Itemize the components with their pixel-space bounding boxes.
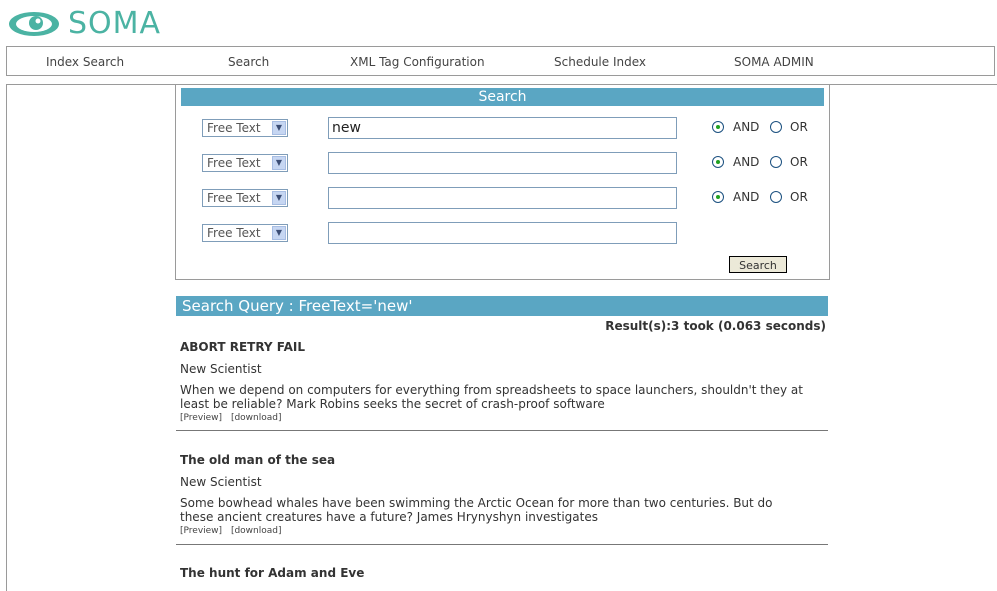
search-input-1[interactable] bbox=[328, 117, 677, 139]
and-radio-1[interactable] bbox=[712, 121, 724, 133]
result-divider bbox=[176, 544, 828, 545]
search-row-2 bbox=[176, 152, 829, 176]
nav-index-search[interactable]: Index Search bbox=[46, 55, 125, 69]
search-input-2[interactable] bbox=[328, 152, 677, 174]
eye-logo-icon bbox=[8, 8, 64, 40]
nav-xml-tag-configuration[interactable]: XML Tag Configuration bbox=[350, 55, 485, 69]
result-title: ABORT RETRY FAIL bbox=[180, 340, 305, 354]
nav-soma-admin[interactable]: SOMA ADMIN bbox=[734, 55, 814, 69]
search-panel-title: Search bbox=[181, 88, 824, 106]
or-radio-3[interactable] bbox=[770, 191, 782, 203]
logo-text: SOMA bbox=[68, 6, 162, 41]
result-description: When we depend on computers for everything from spreadsheets to space launchers, shouldn't they at least be reliable? Mark Robins seeks the secret of crash-proof software bbox=[180, 383, 803, 411]
search-button[interactable]: Search bbox=[729, 256, 787, 273]
result-divider bbox=[176, 430, 828, 431]
preview-link[interactable]: [Preview] bbox=[180, 526, 223, 536]
result-item-1 bbox=[180, 339, 828, 424]
result-title: The old man of the sea bbox=[180, 453, 336, 467]
result-item-2 bbox=[180, 452, 828, 537]
or-radio-1[interactable] bbox=[770, 121, 782, 133]
and-label-1: AND bbox=[733, 120, 760, 134]
chevron-down-icon: ▼ bbox=[272, 156, 286, 170]
and-label-3: AND bbox=[733, 190, 760, 204]
download-link[interactable]: [download] bbox=[230, 526, 282, 536]
or-label-1: OR bbox=[790, 120, 808, 134]
search-panel bbox=[175, 84, 830, 280]
field-select-1[interactable]: Free Text ▼ bbox=[202, 119, 288, 137]
and-label-2: AND bbox=[733, 155, 760, 169]
search-row-1 bbox=[176, 117, 829, 141]
top-nav bbox=[6, 46, 995, 76]
result-item-3 bbox=[180, 565, 828, 581]
logo[interactable] bbox=[8, 6, 161, 42]
chevron-down-icon: ▼ bbox=[272, 121, 286, 135]
search-query-bar: Search Query : FreeText='new' bbox=[176, 296, 828, 316]
field-select-4[interactable]: Free Text ▼ bbox=[202, 224, 288, 242]
nav-schedule-index[interactable]: Schedule Index bbox=[554, 55, 646, 69]
download-link[interactable]: [download] bbox=[230, 413, 282, 423]
search-input-4[interactable] bbox=[328, 222, 677, 244]
or-radio-2[interactable] bbox=[770, 156, 782, 168]
search-row-3 bbox=[176, 187, 829, 211]
and-radio-2[interactable] bbox=[712, 156, 724, 168]
or-label-2: OR bbox=[790, 155, 808, 169]
chevron-down-icon: ▼ bbox=[272, 191, 286, 205]
result-source: New Scientist bbox=[180, 475, 262, 489]
result-title: The hunt for Adam and Eve bbox=[180, 566, 365, 580]
result-links bbox=[180, 413, 828, 424]
field-select-3[interactable]: Free Text ▼ bbox=[202, 189, 288, 207]
and-radio-3[interactable] bbox=[712, 191, 724, 203]
results-summary: Result(s):3 took (0.063 seconds) bbox=[605, 319, 826, 333]
search-input-3[interactable] bbox=[328, 187, 677, 209]
search-row-4 bbox=[176, 222, 829, 246]
chevron-down-icon: ▼ bbox=[272, 226, 286, 240]
preview-link[interactable]: [Preview] bbox=[180, 413, 223, 423]
nav-search[interactable]: Search bbox=[228, 55, 270, 69]
field-select-2[interactable]: Free Text ▼ bbox=[202, 154, 288, 172]
result-links bbox=[180, 526, 828, 537]
result-description: Some bowhead whales have been swimming the Arctic Ocean for more than two centuries. But do these ancient creatures have a future? James Hrynyshyn investigates bbox=[180, 496, 773, 524]
result-source: New Scientist bbox=[180, 362, 262, 376]
header bbox=[0, 0, 997, 46]
or-label-3: OR bbox=[790, 190, 808, 204]
